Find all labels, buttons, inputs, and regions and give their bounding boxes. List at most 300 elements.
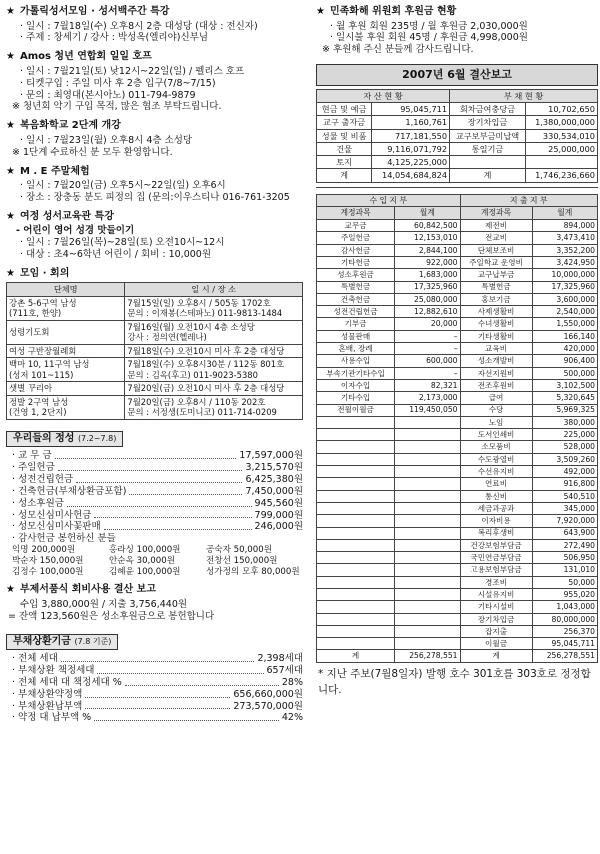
star-icon: ★ <box>6 6 15 17</box>
correction-note: * 지난 주보(7월8일자) 발행 호수 301호를 303호로 정정합니다. <box>318 667 591 696</box>
account-cell <box>317 490 395 502</box>
account-cell: 계 <box>450 169 526 182</box>
table-row <box>317 220 598 232</box>
bullet-icon: · <box>12 485 19 497</box>
account-cell: 수도광열비 <box>460 453 532 465</box>
amount-cell: 3,509,260 <box>532 453 597 465</box>
account-cell: 홍보기금 <box>460 293 532 305</box>
amount-cell: 5,969,325 <box>532 404 597 416</box>
amount-cell: 225,000 <box>532 429 597 441</box>
amount-cell: 528,000 <box>532 441 597 453</box>
item-label-wrap <box>12 474 73 486</box>
column-header: 계정과목 <box>460 207 532 220</box>
amount-cell: 420,000 <box>532 343 597 355</box>
section-title: 가톨릭성서모임 · 성서백주간 특강 <box>19 6 170 17</box>
star-icon: ★ <box>6 51 15 63</box>
column-header: 월계 <box>395 207 460 220</box>
amount-cell: 3,600,000 <box>532 293 597 305</box>
list-item <box>6 450 303 462</box>
item-label: 건축헌금(부채상환금포함) <box>18 485 127 497</box>
donor-entry: 성가정의 모후 80,000원 <box>206 566 300 577</box>
item-label: 감사헌금 봉헌하신 분들 <box>18 533 116 545</box>
account-cell: 도서인쇄비 <box>460 429 532 441</box>
info-line: · 장소 : 장충동 분도 피정의 집 (문의:이우스티나 016-761-3205 <box>20 191 290 203</box>
bullet-icon: · <box>12 676 19 688</box>
balance-sheet-table <box>316 89 598 183</box>
account-cell: 노임 <box>460 416 532 428</box>
account-cell: 특별헌금 <box>460 281 532 293</box>
group-name-cell: 샛별 꾸리아 <box>7 382 125 396</box>
amount-cell <box>395 502 460 514</box>
amount-cell: 894,000 <box>532 220 597 232</box>
account-cell: 기타생활비 <box>460 330 532 342</box>
offerings-section <box>6 427 303 578</box>
info-line: = 잔액 123,560원은 성소후원금으로 봉헌합니다 <box>8 610 215 622</box>
amount-cell <box>395 589 460 601</box>
account-cell: 기타시설비 <box>460 601 532 613</box>
item-value: 657세대 <box>266 664 303 676</box>
leader-dots <box>85 701 230 710</box>
amount-cell: 380,000 <box>532 416 597 428</box>
star-icon: ★ <box>6 165 15 177</box>
account-cell: 회차금여충당금 <box>450 103 526 116</box>
donor-entry: 김정수 100,000원 <box>12 566 84 577</box>
info-line: · 주제 : 창세기 / 강사 : 박성옥(엘리야)신부님 <box>20 32 209 44</box>
amount-cell: 955,020 <box>532 589 597 601</box>
item-label-wrap <box>12 462 55 474</box>
table-row <box>317 564 598 576</box>
account-cell: 감사헌금 <box>317 244 395 256</box>
leader-dots <box>85 689 230 698</box>
bullet-icon: · <box>12 473 19 485</box>
section-title: 복음화학교 2단계 개강 <box>19 120 121 132</box>
list-item <box>6 533 303 545</box>
leader-dots <box>58 462 243 471</box>
account-cell: 단체보조비 <box>460 244 532 256</box>
item-label-wrap <box>12 521 101 533</box>
account-cell: 세금과공과 <box>460 502 532 514</box>
item-label: 성전건립헌금 <box>18 473 74 485</box>
account-cell: 혼배, 장례 <box>317 343 395 355</box>
item-label-wrap <box>12 450 52 462</box>
section-title: Amos 청년 연합회 일일 호프 <box>19 51 152 63</box>
table-row <box>7 296 303 320</box>
amount-cell: 3,424,950 <box>532 256 597 268</box>
item-label-wrap <box>12 498 64 510</box>
info-line: · 일시 : 7월26일(목)~28일(토) 오전10시~12시 <box>20 237 225 249</box>
amount-cell: 3,473,410 <box>532 232 597 244</box>
account-cell: 성물 및 비품 <box>317 129 372 142</box>
reconciliation-section <box>316 6 598 56</box>
donor-entry: 익명 200,000원 <box>12 545 76 556</box>
account-cell <box>317 502 395 514</box>
amount-cell: 14,054,684,824 <box>372 169 450 182</box>
item-label: 성모신심미사헌금 <box>18 509 92 521</box>
amount-cell: 1,683,000 <box>395 269 460 281</box>
leader-dots <box>76 474 242 483</box>
list-item <box>6 701 303 713</box>
account-cell: 국민연금부담금 <box>460 552 532 564</box>
amount-cell <box>395 552 460 564</box>
table-row <box>317 129 598 142</box>
amount-cell: 12,153,010 <box>395 232 460 244</box>
item-label-wrap <box>12 712 91 724</box>
account-cell: 건강보험부담금 <box>460 539 532 551</box>
table-row <box>317 589 598 601</box>
account-cell: 잡지출 <box>460 625 532 637</box>
account-cell: 교구납부금 <box>460 269 532 281</box>
ordination-report-section <box>6 584 303 622</box>
bullet-icon: · <box>12 533 19 545</box>
info-line: 수입 3,880,000원 / 지출 3,756,440원 <box>20 598 188 610</box>
table-row <box>317 392 598 404</box>
account-cell <box>317 416 395 428</box>
account-cell: 전교비 <box>460 232 532 244</box>
item-value: 7,450,000원 <box>245 485 303 497</box>
donor-entry: 김혜윤 100,000원 <box>109 566 181 577</box>
amount-cell: 500,000 <box>532 367 597 379</box>
table-row <box>317 601 598 613</box>
amount-cell: 256,278,551 <box>532 650 597 662</box>
table-row <box>317 453 598 465</box>
table-row <box>317 478 598 490</box>
account-cell: 이월금 <box>460 638 532 650</box>
amount-cell: 2,540,000 <box>532 306 597 318</box>
account-cell <box>317 453 395 465</box>
note: ※ 1단계 수료하신 분 모두 환영합니다. <box>12 146 173 158</box>
account-cell: 주일학교 운영비 <box>460 256 532 268</box>
account-cell: 현금 및 예금 <box>317 103 372 116</box>
table-row <box>317 367 598 379</box>
table-row <box>7 358 303 382</box>
amount-cell: 916,800 <box>532 478 597 490</box>
schedule-line: 7월20일(금) 오전10시 미사 후 2층 대성당 <box>127 383 285 394</box>
amount-cell <box>395 490 460 502</box>
account-cell: 성전건립헌금 <box>317 306 395 318</box>
amount-cell <box>395 441 460 453</box>
schedule-cell <box>125 296 303 320</box>
table-row <box>317 293 598 305</box>
account-cell <box>317 601 395 613</box>
star-icon: ★ <box>6 267 15 279</box>
bullet-icon: · <box>12 700 19 712</box>
account-cell: 통일기금 <box>450 142 526 155</box>
amount-cell: 119,450,050 <box>395 404 460 416</box>
list-item <box>6 462 303 474</box>
group-name-cell: 백마 10, 11구역 남성 (성저 101~115) <box>7 358 125 382</box>
account-cell: 고용보험부담금 <box>460 564 532 576</box>
account-cell <box>317 576 395 588</box>
info-line: · 티켓구입 : 주일 미사 후 2층 입구(7/8~7/15) <box>20 77 216 89</box>
account-cell: 특별헌금 <box>317 281 395 293</box>
amount-cell: 643,900 <box>532 527 597 539</box>
group-name-cell: 강촌 5-6구역 남성 (711호, 한양) <box>7 296 125 320</box>
list-item <box>6 689 303 701</box>
account-cell: 주일헌금 <box>317 232 395 244</box>
account-cell: 이자수입 <box>317 379 395 391</box>
star-icon: ★ <box>6 210 15 222</box>
account-cell: 전조후원비 <box>460 379 532 391</box>
group-name-cell: 성령기도회 <box>7 320 125 344</box>
leader-dots <box>97 665 263 674</box>
account-cell: 기부금 <box>317 318 395 330</box>
table-row <box>317 116 598 129</box>
account-cell: 이자비용 <box>460 515 532 527</box>
table-header: 수 입 지 부 <box>317 194 461 207</box>
bullet-icon: · <box>12 450 19 462</box>
leader-dots <box>129 486 242 495</box>
debt-fund-section <box>6 630 303 725</box>
bible-education-section <box>6 211 303 261</box>
bible-lecture-section <box>6 6 303 44</box>
account-cell <box>317 613 395 625</box>
bullet-icon: · <box>12 509 19 521</box>
amount-cell <box>395 539 460 551</box>
leader-dots <box>125 677 279 686</box>
amount-cell: 17,325,960 <box>532 281 597 293</box>
account-cell: 계 <box>460 650 532 662</box>
donor-list <box>6 545 303 577</box>
amount-cell: 1,746,236,660 <box>525 169 597 182</box>
item-value: 945,560원 <box>254 497 303 509</box>
amount-cell: 330,534,010 <box>525 129 597 142</box>
me-weekend-section <box>6 166 303 204</box>
section-title: M . E 주말체험 <box>19 165 90 177</box>
amount-cell: 1,043,000 <box>532 601 597 613</box>
table-row <box>317 269 598 281</box>
amount-cell: 166,140 <box>532 330 597 342</box>
item-value: 656,660,000원 <box>233 688 303 700</box>
leader-dots <box>104 521 252 530</box>
leader-dots <box>61 653 255 662</box>
table-row <box>317 416 598 428</box>
period: (7.2~7.8) <box>77 433 117 443</box>
amount-cell <box>395 466 460 478</box>
star-icon: ★ <box>6 584 15 596</box>
item-value: 799,000원 <box>254 509 303 521</box>
amount-cell <box>395 478 460 490</box>
info-line: · 대상 : 초4~6학년 어린이 / 회비 : 10,000원 <box>20 249 212 260</box>
table-row <box>317 404 598 416</box>
bullet-icon: · <box>12 712 19 724</box>
schedule-line: 7월15일(일) 오후8시 / 505동 1702호 <box>127 297 271 308</box>
amount-cell: 2,173,000 <box>395 392 460 404</box>
table-row <box>317 613 598 625</box>
account-cell: 소모품비 <box>460 441 532 453</box>
item-label-wrap <box>12 653 58 665</box>
donor-entry: 전창선 150,000원 <box>206 555 278 566</box>
amount-cell: 256,278,551 <box>395 650 460 662</box>
account-cell: 사용수입 <box>317 355 395 367</box>
account-cell <box>317 552 395 564</box>
account-cell: 교구 출자금 <box>317 116 372 129</box>
table-header: 단체명 <box>7 283 125 296</box>
section-title: 여정 성서교육관 특강 <box>19 210 114 222</box>
account-cell: 장기차입금 <box>450 116 526 129</box>
account-cell: 시설유지비 <box>460 589 532 601</box>
debt-title-box <box>6 634 118 651</box>
account-cell: 건물 <box>317 142 372 155</box>
amount-cell: 25,080,000 <box>395 293 460 305</box>
bullet-icon: · <box>12 664 19 676</box>
account-cell <box>317 625 395 637</box>
account-cell <box>317 429 395 441</box>
amount-cell: 82,321 <box>395 379 460 391</box>
amount-cell: 10,702,650 <box>525 103 597 116</box>
item-label: 약정 대 납부액 % <box>18 712 92 724</box>
account-cell: 성물판매 <box>317 330 395 342</box>
account-cell <box>317 527 395 539</box>
table-row <box>317 466 598 478</box>
item-value: 42% <box>281 712 303 724</box>
amount-cell: 50,000 <box>532 576 597 588</box>
table-row <box>317 490 598 502</box>
amount-cell: 95,045,711 <box>532 638 597 650</box>
schedule-cell <box>125 382 303 396</box>
star-icon: ★ <box>316 6 325 17</box>
column-header: 월계 <box>532 207 597 220</box>
item-label-wrap <box>12 701 82 713</box>
item-label-wrap <box>12 533 116 545</box>
table-row <box>317 625 598 637</box>
item-label: 성모신심미사꽃판매 <box>18 521 101 533</box>
donor-entry: 공숙자 50,000원 <box>206 545 273 556</box>
account-cell <box>317 589 395 601</box>
bullet-icon: · <box>12 462 19 473</box>
bullet-icon: · <box>12 653 19 665</box>
item-label: 교 무 금 <box>18 450 52 462</box>
table-row <box>317 318 598 330</box>
amount-cell: 3,352,200 <box>532 244 597 256</box>
amount-cell: 506,950 <box>532 552 597 564</box>
amount-cell: 20,000 <box>395 318 460 330</box>
amount-cell <box>395 601 460 613</box>
table-header: 일 시 / 장 소 <box>125 283 303 296</box>
account-cell: 자선지원비 <box>460 367 532 379</box>
account-cell <box>317 478 395 490</box>
column-header: 계정과목 <box>317 207 395 220</box>
table-row <box>317 638 598 650</box>
item-value: 246,000원 <box>254 521 303 533</box>
right-column <box>316 0 598 698</box>
table-row <box>317 244 598 256</box>
table-header: 지 출 지 부 <box>460 194 598 207</box>
account-cell <box>317 564 395 576</box>
leader-dots <box>94 712 279 721</box>
account-cell: 연료비 <box>460 478 532 490</box>
account-cell <box>317 539 395 551</box>
account-cell: 급여 <box>460 392 532 404</box>
table-row <box>7 395 303 419</box>
account-cell: 전월이월금 <box>317 404 395 416</box>
offerings-title-box <box>6 431 123 448</box>
amount-cell: 17,325,960 <box>395 281 460 293</box>
section-title: 민족화해 위원회 후원금 현황 <box>329 6 457 17</box>
list-item <box>6 474 303 486</box>
amount-cell: 7,920,000 <box>532 515 597 527</box>
account-cell: 교무금 <box>317 220 395 232</box>
amount-cell: 1,160,761 <box>372 116 450 129</box>
amount-cell: – <box>395 343 460 355</box>
amount-cell: 80,000,000 <box>532 613 597 625</box>
account-cell: 건축헌금 <box>317 293 395 305</box>
info-line: · 일시불 후원 회원 45명 / 후원금 4,998,000원 <box>330 32 528 44</box>
item-value: 17,597,000원 <box>239 450 303 462</box>
schedule-line: 강사 : 정의연(헬레나) <box>127 332 207 343</box>
info-line: · 일시 : 7월23일(월) 오후8시 4층 소성당 <box>20 134 193 146</box>
table-row <box>317 539 598 551</box>
table-header: 자 산 현 황 <box>317 89 450 102</box>
list-item <box>6 653 303 665</box>
amount-cell: 60,842,500 <box>395 220 460 232</box>
table-row <box>317 502 598 514</box>
list-item <box>6 521 303 533</box>
account-cell: 통신비 <box>460 490 532 502</box>
table-row <box>317 515 598 527</box>
schedule-line: 문의 : 이재봉(스테파노) 011-9813-1484 <box>127 308 283 319</box>
list-item <box>6 665 303 677</box>
amount-cell: 10,000,000 <box>532 269 597 281</box>
left-column <box>6 0 303 731</box>
schedule-line: 문의 : 서정생(도미니코) 011-714-0209 <box>127 407 277 418</box>
star-icon: ★ <box>6 120 15 132</box>
amount-cell <box>395 564 460 576</box>
item-label-wrap <box>12 677 122 689</box>
list-item <box>6 498 303 510</box>
list-item <box>6 677 303 689</box>
amount-cell: 600,000 <box>395 355 460 367</box>
item-label-wrap <box>12 689 82 701</box>
amount-cell <box>525 156 597 169</box>
table-row <box>317 552 598 564</box>
table-row <box>317 527 598 539</box>
section-subtitle: - 어린이 영어 성경 맛들이기 <box>16 225 135 237</box>
schedule-cell <box>125 320 303 344</box>
account-cell: 복리후생비 <box>460 527 532 539</box>
schedule-line: 7월16일(월) 오전10시 4층 소성당 <box>127 321 255 332</box>
item-value: 3,215,570원 <box>245 462 303 473</box>
item-label: 성소후원금 <box>18 497 64 509</box>
schedule-cell <box>125 358 303 382</box>
amount-cell: 9,116,071,792 <box>372 142 450 155</box>
account-cell: 수선유지비 <box>460 466 532 478</box>
group-name-cell: 여성 구반장월례회 <box>7 344 125 358</box>
table-row <box>317 142 598 155</box>
table-row <box>317 379 598 391</box>
evangelization-school-section <box>6 120 303 158</box>
account-cell <box>317 466 395 478</box>
table-row <box>317 256 598 268</box>
amount-cell: 717,181,550 <box>372 129 450 142</box>
schedule-cell <box>125 395 303 419</box>
amount-cell: 540,510 <box>532 490 597 502</box>
account-cell: 기타수입 <box>317 392 395 404</box>
account-cell <box>317 638 395 650</box>
amount-cell <box>395 515 460 527</box>
item-label: 전체 세대 <box>18 653 58 665</box>
income-expense-table <box>316 194 598 663</box>
info-line: · 일시 : 7월20일(금) 오후5시~22일(일) 오후6시 <box>20 180 226 191</box>
table-row <box>317 169 598 182</box>
account-cell: 경조비 <box>460 576 532 588</box>
section-title: 부제서품식 회비사용 결산 보고 <box>19 584 156 596</box>
item-value: 6,425,380원 <box>245 473 303 485</box>
amount-cell: 272,490 <box>532 539 597 551</box>
amount-cell: 906,400 <box>532 355 597 367</box>
amount-cell: 5,320,645 <box>532 392 597 404</box>
account-cell: 교구보부금미납액 <box>450 129 526 142</box>
item-label: 부채상환납부액 <box>18 700 83 712</box>
